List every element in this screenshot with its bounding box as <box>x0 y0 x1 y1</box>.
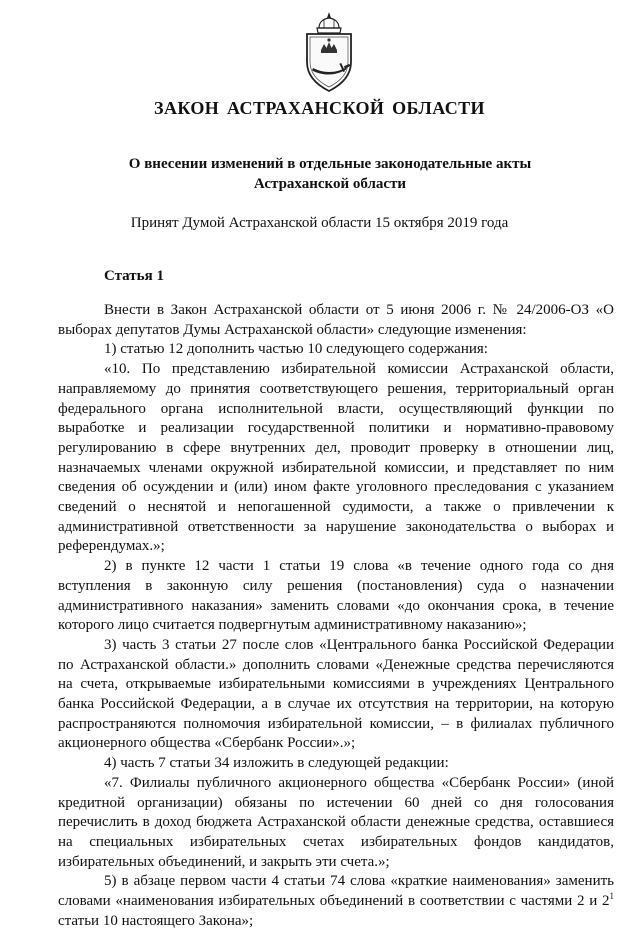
paragraph <box>58 872 614 931</box>
paragraph: 4) часть 7 статьи 34 изложить в следующей редакции: <box>104 755 449 772</box>
paragraph-text: 5) в абзаце первом части 4 статьи 74 слова «краткие наименования» заменить словами «наименования избирательных объединений в соответствии с частями 2 и 2 <box>58 873 614 910</box>
paragraph-text: статьи 10 настоящего Закона»; <box>58 912 254 929</box>
superscript: 1 <box>609 891 614 902</box>
paragraph: 2) в пункте 12 части 1 статьи 19 слова «в течение одного года со дня вступления в законную силу решения (постановления) суда о назначении административного наказания» заменить словами «до окончания срока, в течение которого лицо считается подвергнутым административному наказанию»; <box>58 558 614 634</box>
law-title: ЗАКОН АСТРАХАНСКОЙ ОБЛАСТИ <box>154 98 485 118</box>
paragraph: 1) статью 12 дополнить частью 10 следующего содержания: <box>104 341 488 358</box>
adoption-note: Принят Думой Астраханской области 15 октября 2019 года <box>130 215 509 231</box>
subtitle-line: О внесении изменений в отдельные законодательные акты <box>128 156 532 172</box>
subtitle-line: Астраханской области <box>253 176 407 192</box>
paragraph: «7. Филиалы публичного акционерного общества «Сбербанк России» (иной кредитной организации) обязаны по истечении 60 дней со дня голосования перечислить в доход бюджета Астраханской области денежные средства, оставшиеся на специальных избирательных счетах избирательных фондов кандидатов, избирательных объединений, и закрыть эти счета.»; <box>58 774 614 870</box>
coat-of-arms-icon <box>298 10 360 94</box>
article-body <box>58 301 614 932</box>
article-heading: Статья 1 <box>104 268 164 284</box>
paragraph: 3) часть 3 статьи 27 после слов «Центрального банка Российской Федерации по Астраханской области.» дополнить словами «Денежные средства перечисляются на счета, открываемые избирательными комиссиями в учреждениях Центрального банка Российской Федерации, а в случае их отсутствия на территории, на которую распространяются полномочия избирательной комиссии, – в филиалах публичного акционерного общества «Сбербанк России».»; <box>58 636 614 752</box>
law-subtitle <box>60 154 600 194</box>
paragraph: «10. По представлению избирательной комиссии Астраханской области, направляемому до принятия соответствующего решения, территориальный орган федерального органа исполнительной власти, осуществляющий функции по выработке и реализации государственной политики и нормативно-правовому регулированию в сфере внутренних дел, проводит проверку в отношении лиц, назначаемых членами окружной избирательной комиссии, и представляет по ним сведения об осуждении и (или) ином факте уголовного преследования с указанием сведений о неснятой и непогашенной судимости, а также о привлечении к административной ответственности за нарушение законодательства о выборах и референдумах.»; <box>58 361 614 555</box>
paragraph: Внести в Закон Астраханской области от 5 июня 2006 г. № 24/2006-ОЗ «О выборах депутатов Думы Астраханской области» следующие изменения: <box>58 302 614 338</box>
